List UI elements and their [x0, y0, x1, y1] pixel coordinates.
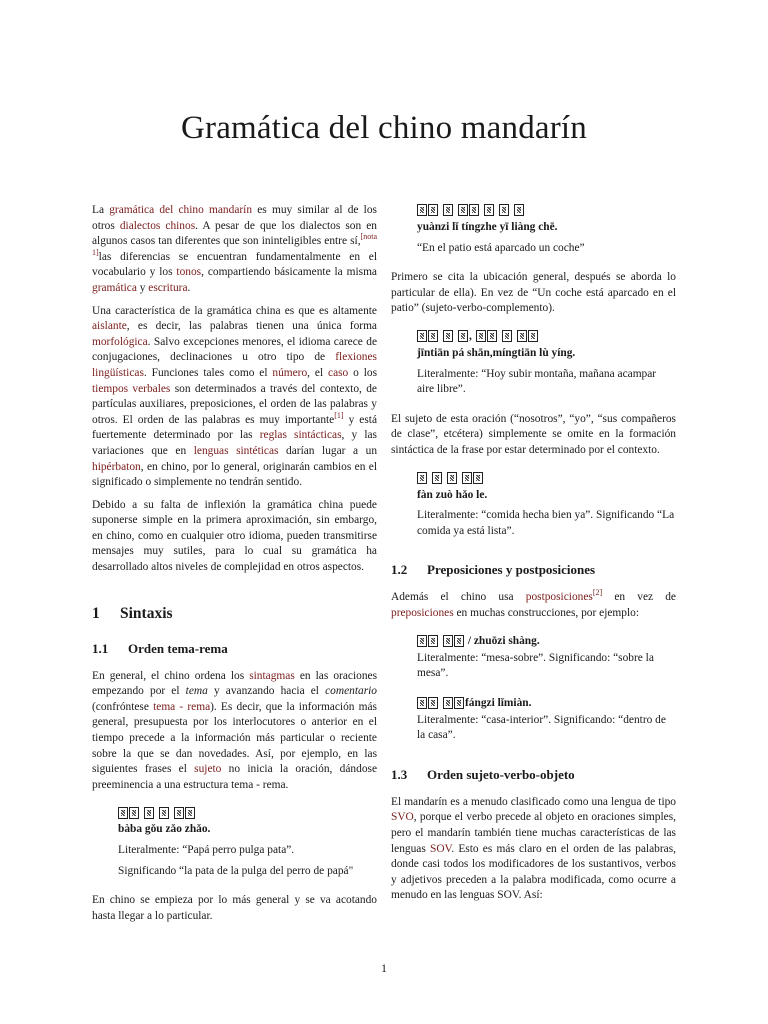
- example-literal: Literalmente: “Hoy subir montaña, mañana acampar aire libre”.: [417, 367, 657, 396]
- paragraph-tema-rema: En general, el chino ordena los sintagmas en las oraciones empezando por el tema y avanzando hacia el comentario (confróntese tema - rema). Es decir, que la información más general, presupuesta por los interlocutores o anterior en el tiempo precede a la información más particular o reciente sobre la que se dan novedades. Así, por ejemplo, en las siguientes frases el sujeto no inicia la oración, dándose preeminencia a una estructura tema - rema.: [92, 669, 377, 791]
- link-morfologica[interactable]: morfológica: [92, 335, 148, 348]
- example-literal: Literalmente: “Papá perro pulga pata”.: [118, 844, 295, 856]
- example-meaning: “En el patio está aparcado un coche”: [417, 241, 585, 254]
- link-dialectos-chinos[interactable]: dialectos chinos: [119, 219, 196, 232]
- link-sintagmas[interactable]: sintagmas: [249, 669, 295, 682]
- ref-1[interactable]: [1]: [334, 410, 344, 420]
- note-ref-1[interactable]: [nota 1]: [92, 232, 377, 257]
- link-postposiciones[interactable]: postposiciones: [525, 591, 593, 604]
- link-gramatica-chino-mandarin[interactable]: gramática del chino mandarín: [109, 204, 253, 216]
- page-title: Gramática del chino mandarín: [180, 110, 587, 146]
- example-fangzi: [417, 696, 676, 744]
- paragraph-ubicacion-general: Primero se cita la ubicación general, después se aborda lo particular de ella). En vez de “Un coche está aparcado en el patio” (sujeto-verbo-complemento).: [391, 271, 676, 315]
- left-column: [92, 203, 377, 931]
- example-jintian: [417, 329, 676, 398]
- intro-paragraph-2: Una característica de la gramática china es que es altamente aislante, es decir, las palabras tienen una única forma morfológica. Salvo excepciones menores, el idioma carece de conjugaciones, declinaciones u otro tipo de flexiones lingüísticas. Funciones tales como el número, el caso o los tiempos verbales son determinados a través del contexto, de partículas auxiliares, preposiciones, el orden de las palabras y otros. El orden de las palabras es muy importante[1] y está fuertemente determinado por las reglas sintácticas, y las variaciones que en lenguas sintéticas darían lugar a un hipérbaton, en chino, por lo general, originarán cambios en el significado o simplemente no tendrán sentido.: [92, 304, 378, 489]
- example-pinyin: bàba gǒu zǎo zhǎo.: [118, 823, 211, 836]
- hanzi-placeholder-glyphs: [417, 203, 676, 217]
- example-baba: [118, 805, 377, 879]
- link-reglas-sintacticas[interactable]: reglas sintácticas: [259, 429, 342, 442]
- example-pinyin: yuànzi lǐ tíngzhe yī liàng chē.: [417, 221, 558, 233]
- paragraph-postposiciones: Además el chino usa postposiciones[2] en vez de preposiciones en muchas construcciones, por ejemplo:: [391, 588, 676, 619]
- example-pinyin: fàn zuò hǎo le.: [417, 488, 488, 501]
- example-fan: [417, 471, 676, 540]
- hanzi-with-pinyin: / zhuōzi shàng.: [417, 634, 676, 648]
- link-flexiones-linguisticas[interactable]: flexiones lingüísticas: [92, 351, 377, 379]
- section-heading-sintaxis: 1 Sintaxis: [92, 604, 173, 622]
- example-zhuozi: [417, 634, 676, 682]
- hanzi-placeholder-glyphs: [118, 805, 377, 819]
- right-column: [391, 203, 676, 911]
- example-literal: Literalmente: “comida hecha bien ya”. Significando “La comida ya está lista”.: [417, 509, 675, 537]
- link-hiperbaton[interactable]: hipérbaton: [92, 460, 141, 473]
- example-pinyin: jīntiān pá shān,míngtiān lù yíng.: [417, 346, 576, 359]
- example-yuanzi: [417, 203, 676, 256]
- link-numero[interactable]: número: [272, 366, 308, 379]
- paragraph-sujeto-omitido: El sujeto de esta oración (“nosotros”, “yo”, “sus compañeros de clase”, etcétera) simplemente se omite en la formación sintáctica de la frase por estar determinado por el contexto.: [391, 412, 676, 456]
- link-gramatica[interactable]: gramática: [92, 281, 137, 294]
- link-sujeto[interactable]: sujeto: [194, 763, 222, 776]
- example-literal: Literalmente: “mesa-sobre”. Significando: “sobre la mesa”.: [417, 651, 654, 680]
- hanzi-placeholder-glyphs: ,: [417, 329, 676, 343]
- link-aislante[interactable]: aislante: [92, 320, 127, 333]
- link-tema-rema[interactable]: tema - rema: [153, 700, 211, 713]
- example-literal: Literalmente: “casa-interior”. Significando: “dentro de la casa”.: [417, 713, 666, 742]
- subsection-heading-preposiciones: 1.2 Preposiciones y postposiciones: [391, 562, 596, 578]
- link-escritura[interactable]: escritura: [148, 281, 188, 294]
- link-sov[interactable]: SOV: [429, 842, 452, 855]
- intro-paragraph-3: Debido a su falta de inflexión la gramática china puede suponerse simple en la primera aproximación, sin embargo, en chino, como en cualquier otro idioma, pueden transmitirse mensajes muy sutiles, para lo cual su gramática ha desarrollado altos niveles de complejidad en otros aspectos.: [92, 498, 377, 574]
- subsection-heading-svo: 1.3 Orden sujeto-verbo-objeto: [391, 766, 575, 782]
- page-number: 1: [381, 961, 387, 975]
- hanzi-placeholder-glyphs: [417, 471, 676, 485]
- link-lenguas-sinteticas[interactable]: lenguas sintéticas: [193, 444, 279, 457]
- subsection-heading-orden-tema-rema: 1.1 Orden tema-rema: [92, 640, 228, 656]
- link-preposiciones[interactable]: preposiciones: [391, 606, 454, 619]
- link-caso[interactable]: caso: [328, 366, 349, 379]
- link-tiempos-verbales[interactable]: tiempos verbales: [92, 382, 171, 395]
- paragraph-svo: El mandarín es a menudo clasificado como una lengua de tipo SVO, porque el verbo precede al objeto en oraciones simples, pero el mandarín también tiene muchas características de las lenguas SOV. Esto es más claro en el orden de las palabras, donde casi todos los modificadores de los sustantivos, verbos y adjetivos preceden a la palabra modificada, como ocurre a menudo en las lenguas SOV. Así:: [391, 795, 676, 902]
- link-tonos[interactable]: tonos: [176, 266, 202, 279]
- paragraph-general-particular: En chino se empieza por lo más general y se va acotando hasta llegar a lo particular.: [92, 894, 377, 922]
- example-meaning: Significando “la pata de la pulga del perro de papá": [118, 864, 354, 877]
- intro-paragraph-1: La gramática del chino mandarín es muy similar al de los otros dialectos chinos. A pesar de que los dialectos son en algunos casos tan diferentes que son ininteligibles entre sí,[nota 1]las diferencias se encuentran fundamentalmente en el vocabulario y los tonos, compartiendo básicamente la misma gramática y escritura.: [92, 204, 377, 294]
- ref-2[interactable]: [2]: [592, 588, 603, 598]
- link-svo[interactable]: SVO: [391, 811, 414, 824]
- hanzi-with-pinyin: fángzi lǐmiàn.: [417, 696, 676, 710]
